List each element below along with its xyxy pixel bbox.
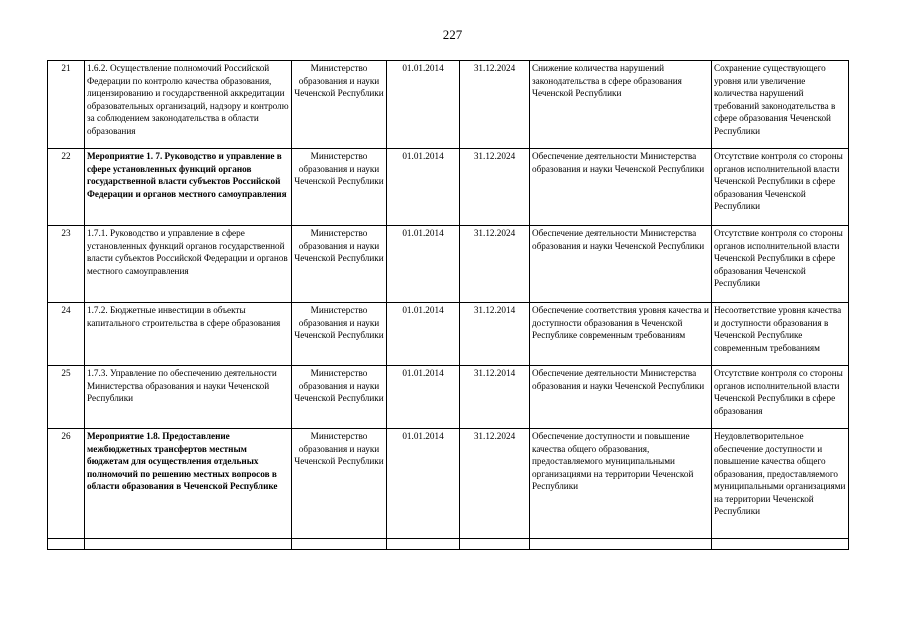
table-row: [48, 366, 849, 429]
executor-cell: [292, 61, 387, 149]
executor-cell: [292, 366, 387, 429]
consequences-cell-text: Отсутствие контроля со стороны органов исполнительной власти Чеченской Республики в сфере образования: [714, 368, 843, 416]
row-number: [48, 226, 85, 303]
start-date-cell: [387, 539, 460, 550]
table-row: [48, 303, 849, 366]
activity-name-text: Мероприятие 1.8. Предоставление межбюджетных трансфертов местным бюджетам для осуществления отдельных полномочий по решению местных вопросов в области образования в Чеченской Республике: [87, 431, 278, 491]
start-date-cell: [387, 303, 460, 366]
row-number-text: 25: [61, 368, 71, 378]
executor-cell-text: Министерство образования и науки Чеченской Республики: [294, 431, 384, 466]
row-number: [48, 366, 85, 429]
expected-result-cell-text: Обеспечение соответствия уровня качества и доступности образования в Чеченской Республике современным требованиям: [532, 305, 709, 340]
activity-name-text: 1.7.2. Бюджетные инвестиции в объекты капитального строительства в сфере образования: [87, 305, 281, 328]
start-date-cell: [387, 149, 460, 226]
start-date-cell-text: 01.01.2014: [402, 305, 444, 315]
expected-result-cell-text: Обеспечение деятельности Министерства образования и науки Чеченской Республики: [532, 368, 705, 391]
start-date-cell: [387, 429, 460, 539]
table-row: [48, 61, 849, 149]
row-number: [48, 61, 85, 149]
end-date-cell-text: 31.12.2014: [473, 368, 516, 378]
start-date-cell-text: 01.01.2014: [402, 431, 444, 441]
end-date-cell-text: 31.12.2024: [473, 151, 516, 161]
program-table: [47, 60, 849, 550]
executor-cell: [292, 429, 387, 539]
executor-cell-text: Министерство образования и науки Чеченской Республики: [294, 63, 384, 98]
activity-name: [85, 429, 292, 539]
consequences-cell: [712, 539, 849, 550]
expected-result-cell-text: Обеспечение деятельности Министерства образования и науки Чеченской Республики: [532, 151, 705, 174]
consequences-cell: [712, 149, 849, 226]
activity-name: [85, 539, 292, 550]
end-date-cell-text: 31.12.2014: [473, 305, 516, 315]
consequences-cell: [712, 61, 849, 149]
consequences-cell-text: Несоответствие уровня качества и доступности образования в Чеченской Республике современным требованиям: [714, 305, 842, 353]
consequences-cell: [712, 226, 849, 303]
consequences-cell-text: Отсутствие контроля со стороны органов исполнительной власти Чеченской Республики в сфере образования Чеченской Республики: [714, 151, 843, 211]
expected-result-cell-text: Снижение количества нарушений законодательства в сфере образования Чеченской Республики: [532, 63, 682, 98]
start-date-cell-text: 01.01.2014: [402, 151, 444, 161]
end-date-cell: [460, 429, 530, 539]
executor-cell: [292, 226, 387, 303]
row-number-text: 21: [61, 63, 71, 73]
executor-cell: [292, 539, 387, 550]
expected-result-cell-text: Обеспечение деятельности Министерства образования и науки Чеченской Республики: [532, 228, 705, 251]
expected-result-cell: [530, 61, 712, 149]
executor-cell-text: Министерство образования и науки Чеченской Республики: [294, 151, 384, 186]
activity-name-text: 1.6.2. Осуществление полномочий Российской Федерации по контролю качества образования, лицензированию и государственной аккредитации образовательных организаций, надзору и контролю за соблюдением законодательства в области образования: [87, 63, 289, 136]
executor-cell: [292, 303, 387, 366]
activity-name: [85, 366, 292, 429]
expected-result-cell: [530, 429, 712, 539]
consequences-cell: [712, 366, 849, 429]
executor-cell: [292, 149, 387, 226]
row-number-text: 24: [61, 305, 71, 315]
end-date-cell: [460, 366, 530, 429]
start-date-cell-text: 01.01.2014: [402, 368, 444, 378]
row-number-text: 26: [61, 431, 71, 441]
end-date-cell: [460, 149, 530, 226]
consequences-cell: [712, 429, 849, 539]
end-date-cell-text: 31.12.2024: [473, 228, 516, 238]
row-number: [48, 149, 85, 226]
page-number: 227: [442, 27, 463, 42]
row-number-text: 23: [61, 228, 71, 238]
executor-cell-text: Министерство образования и науки Чеченской Республики: [294, 368, 384, 403]
end-date-cell-text: 31.12.2024: [473, 431, 516, 441]
expected-result-cell: [530, 539, 712, 550]
activity-name: [85, 149, 292, 226]
consequences-cell-text: Сохранение существующего уровня или увеличение количества нарушений требований законодательства в сфере образования Чеченской Республики: [714, 63, 836, 136]
activity-name: [85, 61, 292, 149]
table-row: [48, 149, 849, 226]
executor-cell-text: Министерство образования и науки Чеченской Республики: [294, 305, 384, 340]
activity-name-text: 1.7.3. Управление по обеспечению деятельности Министерства образования и науки Чеченской Республики: [87, 368, 277, 403]
start-date-cell: [387, 226, 460, 303]
end-date-cell-text: 31.12.2024: [473, 63, 516, 73]
row-number: [48, 303, 85, 366]
table-row: [48, 226, 849, 303]
expected-result-cell: [530, 149, 712, 226]
row-number: [48, 539, 85, 550]
end-date-cell: [460, 61, 530, 149]
activity-name: [85, 303, 292, 366]
expected-result-cell: [530, 366, 712, 429]
table-row: [48, 429, 849, 539]
activity-name: [85, 226, 292, 303]
consequences-cell-text: Неудовлетворительное обеспечение доступности и повышение качества общего образования, предоставляемого муниципальными организациями на территории Чеченской Республики: [714, 431, 846, 516]
end-date-cell: [460, 539, 530, 550]
executor-cell-text: Министерство образования и науки Чеченской Республики: [294, 228, 384, 263]
row-number: [48, 429, 85, 539]
row-number-text: 22: [61, 151, 71, 161]
end-date-cell: [460, 226, 530, 303]
activity-name-text: 1.7.1. Руководство и управление в сфере установленных функций органов государственной власти субъектов Российской Федерации и органов местного самоуправления: [87, 228, 288, 276]
expected-result-cell: [530, 303, 712, 366]
table-row: [48, 539, 849, 550]
consequences-cell: [712, 303, 849, 366]
end-date-cell: [460, 303, 530, 366]
start-date-cell-text: 01.01.2014: [402, 63, 444, 73]
start-date-cell-text: 01.01.2014: [402, 228, 444, 238]
expected-result-cell-text: Обеспечение доступности и повышение качества общего образования, предоставляемого муниципальными организациями на территории Чеченской Республики: [532, 431, 694, 491]
expected-result-cell: [530, 226, 712, 303]
activity-name-text: Мероприятие 1. 7. Руководство и управление в сфере установленных функций органов государственной власти субъектов Российской Федерации и органов местного самоуправления: [87, 151, 287, 199]
start-date-cell: [387, 366, 460, 429]
start-date-cell: [387, 61, 460, 149]
consequences-cell-text: Отсутствие контроля со стороны органов исполнительной власти Чеченской Республики в сфере образования Чеченской Республики: [714, 228, 843, 288]
